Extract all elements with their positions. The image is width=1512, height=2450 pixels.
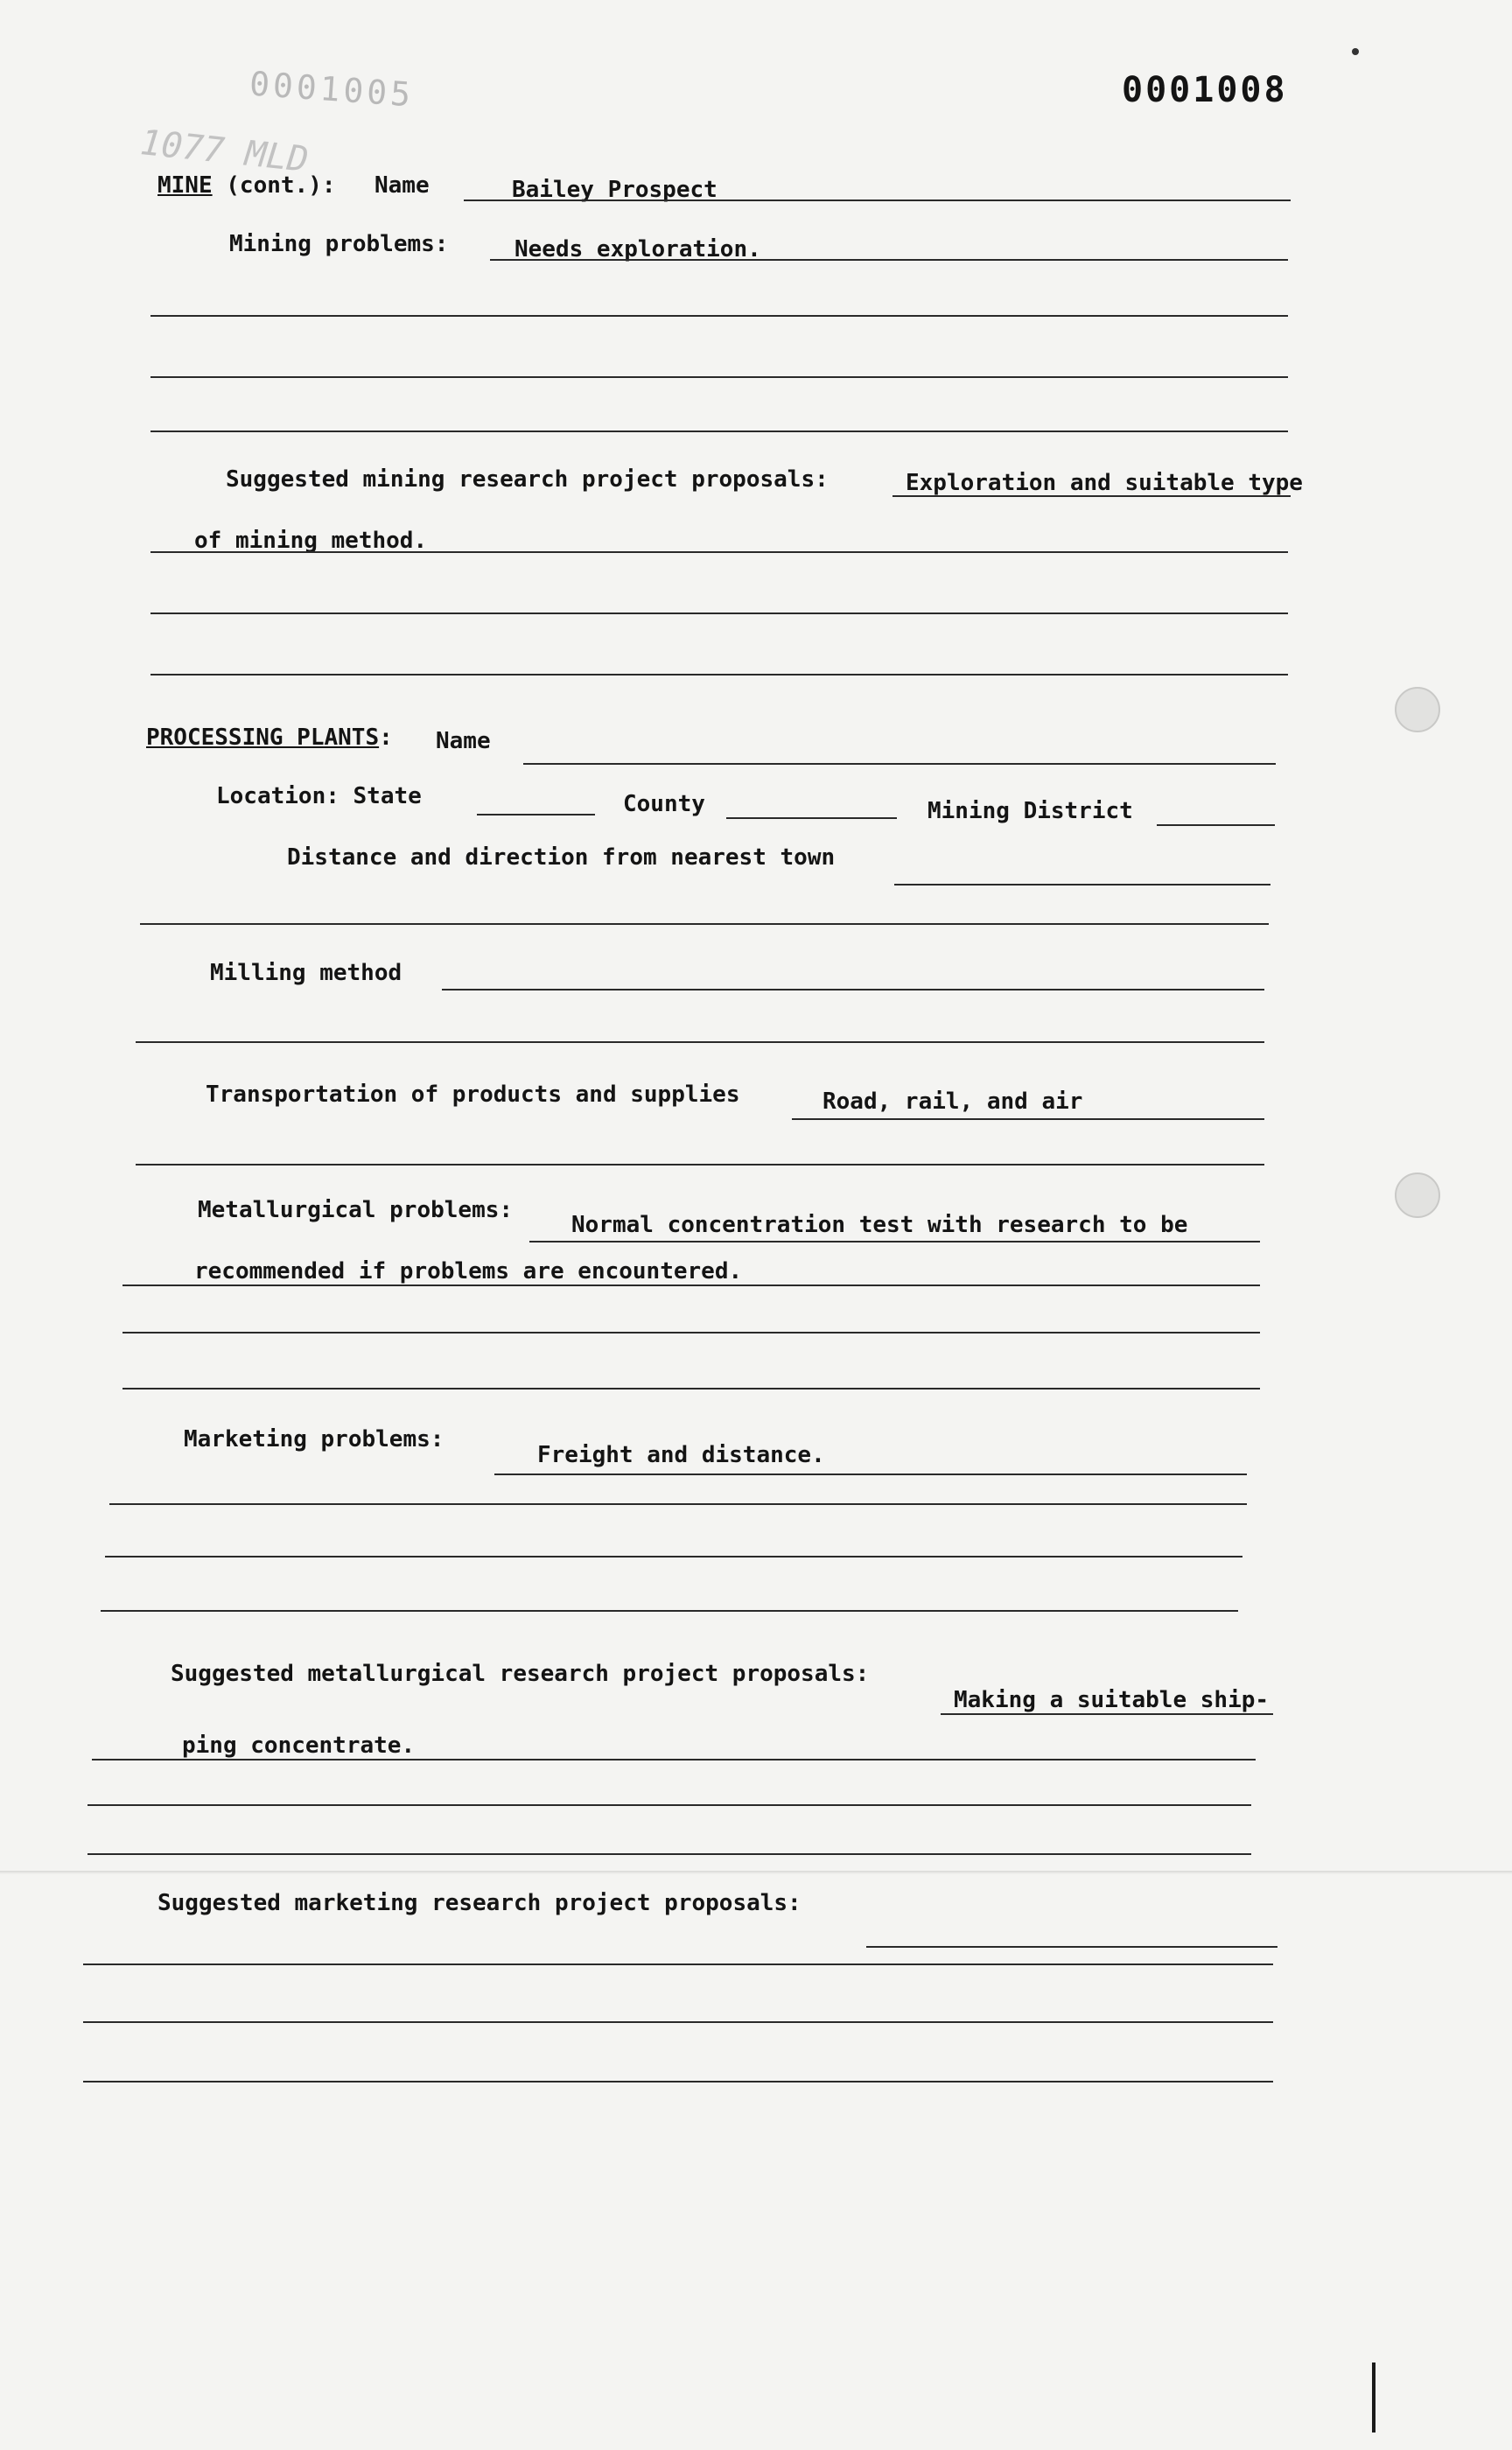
field-line <box>83 1964 1273 1965</box>
field-line <box>92 1759 1256 1760</box>
field-line <box>150 674 1288 676</box>
field-line <box>105 1556 1242 1558</box>
field-line <box>1157 824 1275 826</box>
suggested-metallurgical-proposals-value: Making a suitable ship- <box>954 1687 1270 1713</box>
field-line <box>941 1713 1273 1715</box>
field-line <box>122 1332 1260 1334</box>
mining-problems-value: Needs exploration. <box>514 236 761 262</box>
field-line <box>150 315 1288 317</box>
field-line <box>726 817 897 819</box>
field-line <box>494 1474 1247 1475</box>
field-line <box>122 1284 1260 1286</box>
mine-name-label: Name <box>374 172 430 199</box>
punch-hole <box>1395 687 1440 732</box>
distance-direction-label: Distance and direction from nearest town <box>287 844 836 871</box>
field-line <box>150 551 1288 553</box>
field-line <box>866 1946 1278 1948</box>
field-line <box>88 1853 1251 1855</box>
field-line <box>464 200 1291 201</box>
mine-name-value: Bailey Prospect <box>512 177 718 203</box>
suggested-metallurgical-proposals-label: Suggested metallurgical research project proposals: <box>171 1661 870 1687</box>
field-line <box>150 612 1288 614</box>
field-line <box>150 376 1288 378</box>
suggested-mining-proposals-continued: of mining method. <box>194 528 428 554</box>
ink-dot <box>1352 48 1359 55</box>
field-line <box>101 1610 1238 1612</box>
field-line <box>529 1241 1260 1242</box>
mining-district-label: Mining District <box>928 798 1133 824</box>
transportation-value: Road, rail, and air <box>822 1088 1083 1115</box>
processing-name-label: Name <box>436 728 491 754</box>
field-line <box>140 923 1269 925</box>
county-label: County <box>623 791 705 817</box>
suggested-marketing-proposals-label: Suggested marketing research project proposals: <box>158 1890 802 1916</box>
field-line <box>792 1118 1264 1120</box>
field-line <box>109 1503 1247 1505</box>
field-line <box>136 1164 1264 1166</box>
metallurgical-problems-label: Metallurgical problems: <box>198 1197 514 1223</box>
faint-stamp-number: 0001005 <box>248 64 416 115</box>
field-line <box>122 1388 1260 1390</box>
field-line <box>88 1804 1251 1806</box>
field-line <box>894 884 1270 886</box>
document-number: 0001008 <box>1122 70 1288 110</box>
field-line <box>523 763 1276 765</box>
suggested-metallurgical-proposals-continued: ping concentrate. <box>182 1732 416 1759</box>
field-line <box>136 1041 1264 1043</box>
suggested-mining-proposals-label: Suggested mining research project proposals: <box>226 466 829 493</box>
field-line <box>477 814 595 816</box>
field-line <box>892 495 1291 497</box>
faint-handwritten-note: 1077 MLD <box>138 122 311 180</box>
metallurgical-problems-value: Normal concentration test with research to be <box>571 1212 1188 1238</box>
mining-problems-label: Mining problems: <box>229 231 449 257</box>
field-line <box>83 2021 1273 2023</box>
metallurgical-problems-continued: recommended if problems are encountered. <box>194 1258 743 1284</box>
punch-hole <box>1395 1172 1440 1218</box>
field-line <box>150 430 1288 432</box>
processing-plants-label: PROCESSING PLANTS: <box>146 724 393 751</box>
transportation-label: Transportation of products and supplies <box>206 1082 740 1108</box>
edge-mark <box>1372 2362 1376 2432</box>
field-line <box>442 989 1264 990</box>
location-state-label: Location: State <box>216 783 422 809</box>
field-line <box>83 2081 1273 2082</box>
marketing-problems-value: Freight and distance. <box>537 1442 825 1468</box>
marketing-problems-label: Marketing problems: <box>184 1426 444 1452</box>
field-line <box>490 259 1288 261</box>
suggested-mining-proposals-value: Exploration and suitable type <box>906 470 1303 496</box>
milling-method-label: Milling method <box>210 960 402 986</box>
paper-fold <box>0 1871 1512 1874</box>
mine-section-label: MINE (cont.): <box>158 172 336 199</box>
